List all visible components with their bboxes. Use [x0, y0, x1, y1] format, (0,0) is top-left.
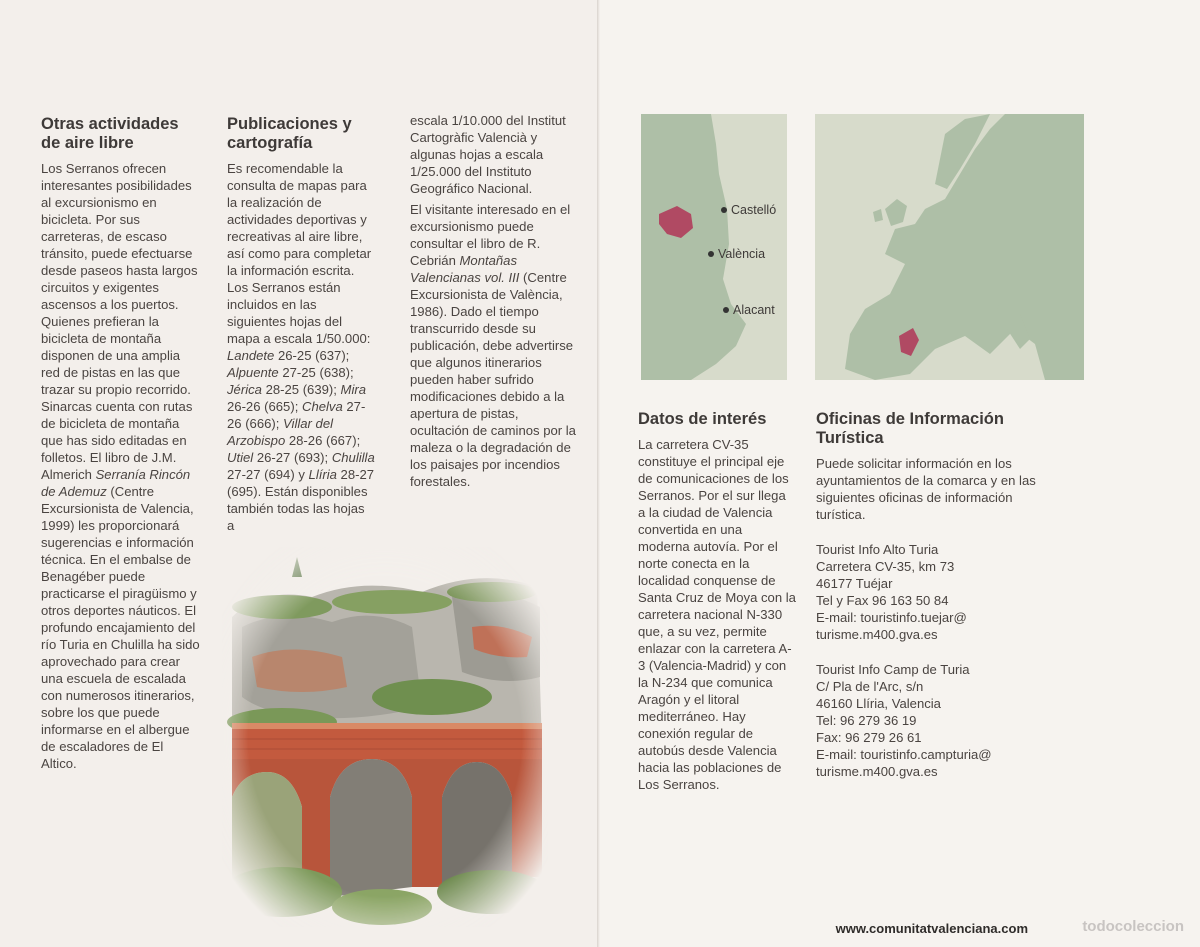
paragraph-datos-interes: La carretera CV-35 constituye el principal eje de comunicaciones de los Serranos. Por el sur llega a la ciudad de Valencia convertida en una moderna autovía. Por el norte conecta en la localidad conquense de Santa Cruz de Moya con la carretera nacional N-330 que, a su vez, permite enlazar con la carretera A-3 (Valencia-Madrid) y con la N-234 que comunica Aragón y el litoral mediterráneo. Hay conexión regular de autobús desde Valencia hacia las poblaciones de Los Serranos.	[638, 437, 796, 792]
map-sheet-code: 28-25 (639);	[261, 382, 341, 397]
map-sheet-name: Chulilla	[331, 450, 375, 465]
office-camp-turia: Tourist Info Camp de Turia C/ Pla de l'Arc, s/n 46160 Llíria, Valencia Tel: 96 279 36 19 Fax: 96 279 26 61 E-mail: touristinfo.campturia@ turisme.m400.gva.es	[816, 662, 992, 779]
page-fold	[597, 0, 600, 947]
watermark: todocoleccion	[1082, 918, 1184, 935]
map-sheet-code: 27-26 (666);	[227, 399, 366, 431]
paragraph-escala: escala 1/10.000 del Institut Cartogràfic Valencià y algunas hojas a escala 1/25.000 del Instituto Geográfico Nacional.	[410, 113, 566, 196]
city-dot-alacant	[723, 307, 729, 313]
heading-oficinas: Oficinas de Información Turística	[816, 410, 1004, 447]
city-label-castello: Castelló	[731, 203, 777, 217]
map-sheet-code: 27-27 (694) y	[227, 467, 309, 482]
paragraph-publicaciones: Es recomendable la consulta de mapas para la realización de actividades deportivas y recreativas al aire libre, así como para completar la información escrita. Los Serranos están incluidos en las siguientes hojas del mapa a escala 1/50.000: Landete 26-25 (637); Alpuente 27-25 (638); Jérica 28-25 (639); Mira 26-26 (665); Chelva 27-26 (666); Villar del Arzobispo 28-26 (667); Utiel 26-27 (693); Chulilla 27-27 (694) y Llíria 28-27 (695). Están disponibles también todas las hojas a	[227, 161, 375, 533]
heading-publicaciones: Publicaciones y cartografía	[227, 115, 352, 152]
city-dot-castello	[721, 207, 727, 213]
heading-datos-interes: Datos de interés	[638, 410, 767, 428]
heading-otras-actividades: Otras actividades de aire libre	[41, 115, 179, 152]
map-sheets-list	[227, 348, 375, 499]
book-title: Serranía Rincón de Ademuz	[41, 467, 191, 499]
uk-land	[885, 199, 907, 226]
paragraph-visitante: El visitante interesado en el excursionismo puede consultar el libro de R. Cebrián Montañas Valencianas vol. III (Centre Excursionista de València, 1986). Dado el tiempo transcurrido desde su publicación, debe advertirse que algunos itinerarios pueden haber sufrido modificaciones debido a la apertura de pistas, ocultación de caminos por la maleza o la degradación de los paisajes por incendios forestales.	[410, 202, 576, 489]
map-sheet-name: Chelva	[301, 399, 343, 414]
office-alto-turia: Tourist Info Alto Turia Carretera CV-35, km 73 46177 Tuéjar Tel y Fax 96 163 50 84 E-mail: touristinfo.tuejar@ turisme.m400.gva.es	[816, 542, 967, 642]
column-publicaciones	[227, 115, 375, 534]
map-sheet-name: Villar del Arzobispo	[227, 416, 334, 448]
map-sheet-name: Jérica	[227, 382, 262, 397]
email-tuejar: E-mail: touristinfo.tuejar@	[816, 610, 967, 625]
region-map	[641, 114, 787, 380]
map-sheet-code: 26-25 (637);	[274, 348, 350, 363]
map-sheet-code: 26-26 (665);	[227, 399, 302, 414]
paragraph-otras-actividades: Los Serranos ofrecen interesantes posibilidades al excursionismo en bicicleta. Por sus carreteras, de escaso tránsito, puede efectuarse desde paseos hasta largos circuitos y exigentes ascensos a los puertos. Quienes prefieran la bicicleta de montaña disponen de una amplia red de pistas en las que trazar su propio recorrido. Sinarcas cuenta con rutas de bicicleta de montaña que has sido editadas en folletos. El libro de J.M. Almerich Serranía Rincón de Ademuz (Centre Excursionista de Valencia, 1999) les proporcionará sugerencias e información técnica. En el embalse de Benagéber puede practicarse el piragüismo y otros deportes náuticos. El profundo encajamiento del río Turia en Chulilla ha sido aprovechado para crear una escuela de escalada con numerosos itinerarios, sobre los que puede informarse en el albergue de escaladores de El Altico.	[41, 161, 200, 771]
map-sheet-code: 27-25 (638);	[278, 365, 354, 380]
column-datos-interes	[638, 410, 796, 793]
map-sheet-name: Alpuente	[227, 365, 279, 380]
map-sheet-name: Mira	[340, 382, 367, 397]
map-sheet-code: 28-27 (695).	[227, 467, 375, 499]
map-sheet-name: Landete	[227, 348, 275, 363]
city-dot-valencia	[708, 251, 714, 257]
europe-map	[815, 114, 1084, 380]
book-title: Montañas Valencianas vol. III	[410, 253, 520, 285]
footer-url: www.comunitatvalenciana.com	[835, 921, 1028, 936]
map-sheet-name: Utiel	[227, 450, 254, 465]
email-campturia: E-mail: touristinfo.campturia@	[816, 747, 992, 762]
paragraph-oficinas-intro: Puede solicitar información en los ayuntamientos de la comarca y en las siguientes oficinas de información turística.	[816, 456, 1036, 522]
map-sheet-code: 28-26 (667);	[285, 433, 361, 448]
aqueduct-illustration	[222, 547, 548, 927]
map-sheet-code: 26-27 (693);	[253, 450, 332, 465]
city-label-alacant: Alacant	[733, 303, 775, 317]
map-sheet-name: Llíria	[308, 467, 337, 482]
column-oficinas	[816, 410, 1036, 780]
column-otras-actividades	[41, 115, 201, 772]
city-label-valencia: València	[718, 247, 766, 261]
column-publicaciones-cont	[410, 112, 576, 490]
